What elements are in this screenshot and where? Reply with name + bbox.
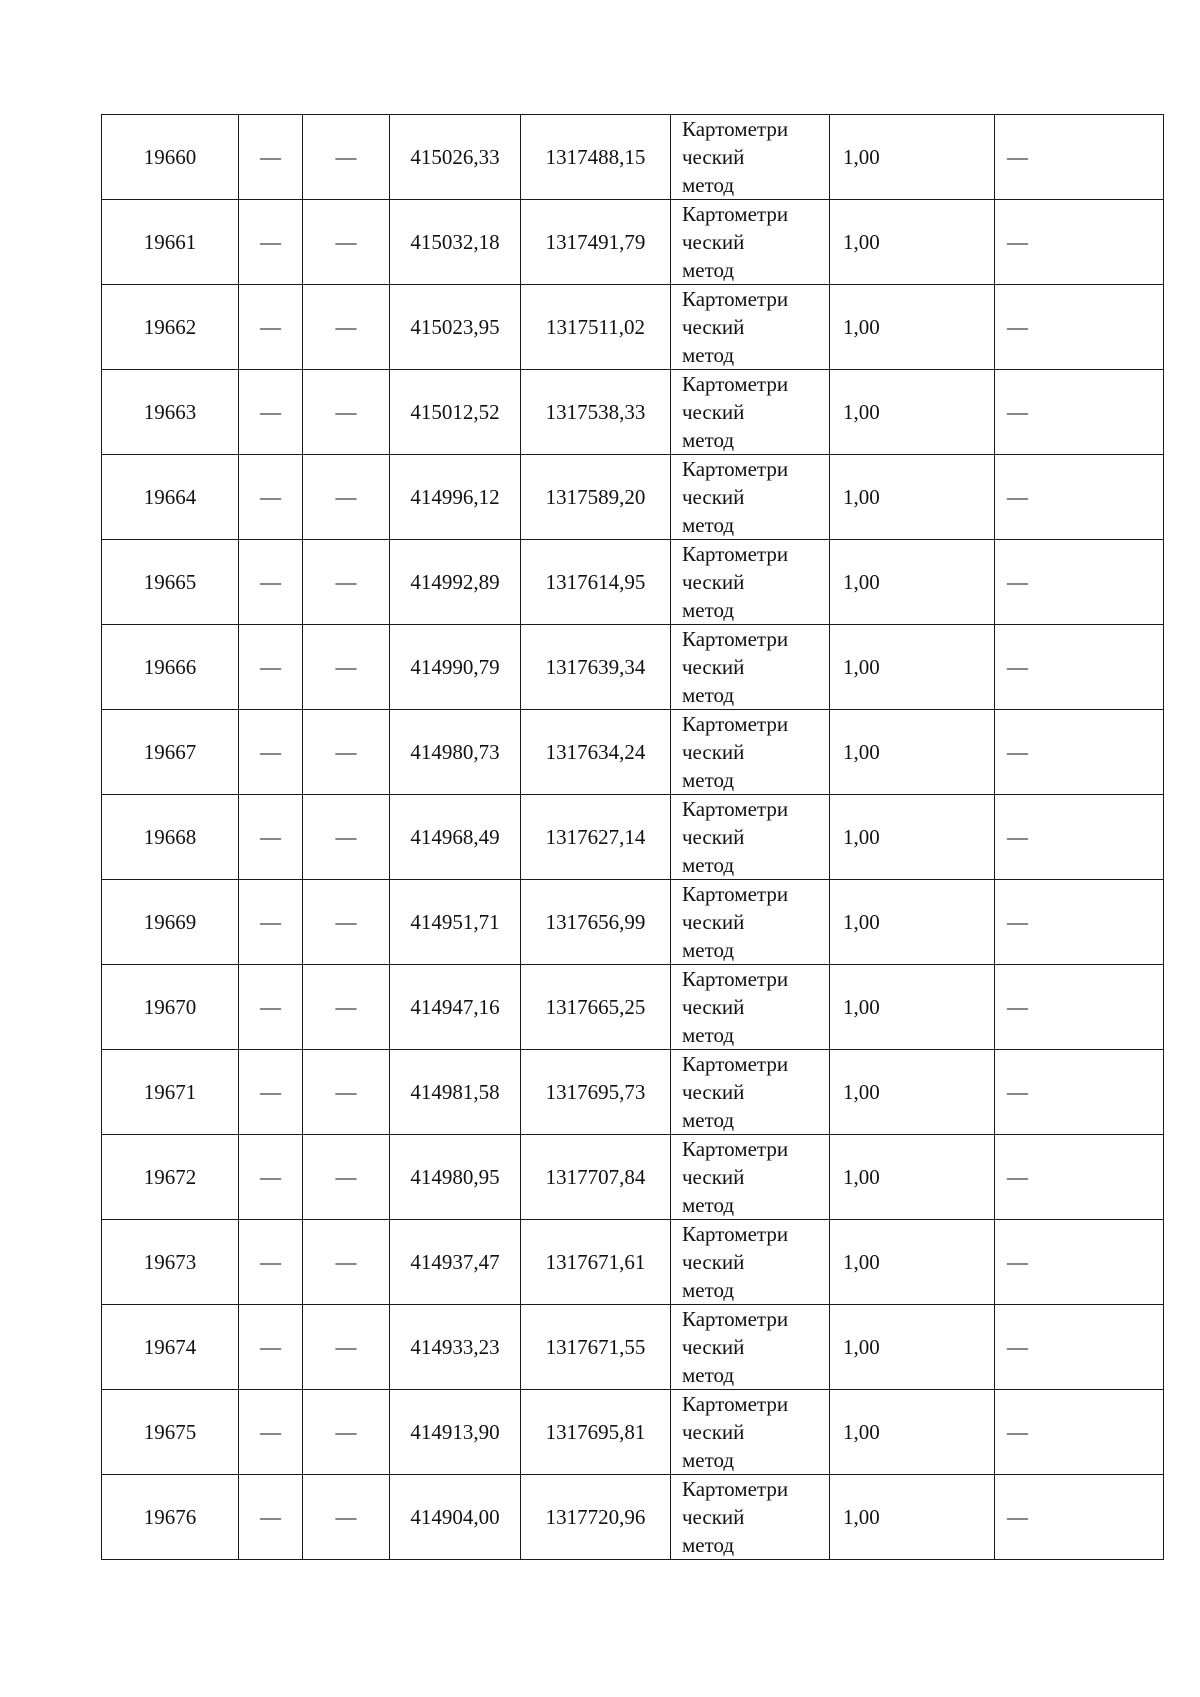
y-coordinate-cell: 1317707,84 (521, 1135, 671, 1220)
empty-dash-cell: — (303, 1135, 390, 1220)
empty-dash-cell: — (303, 370, 390, 455)
point-number-cell: 19676 (102, 1475, 239, 1560)
empty-dash-cell: — (303, 710, 390, 795)
empty-dash-cell: — (239, 1220, 303, 1305)
y-coordinate-cell: 1317634,24 (521, 710, 671, 795)
table-row (102, 625, 1164, 710)
accuracy-cell: 1,00 (830, 965, 995, 1050)
table-row (102, 1135, 1164, 1220)
method-cell: Картометри ческий метод (671, 965, 830, 1050)
x-coordinate-cell: 414980,73 (390, 710, 521, 795)
accuracy-cell: 1,00 (830, 540, 995, 625)
y-coordinate-cell: 1317491,79 (521, 200, 671, 285)
point-number-cell: 19675 (102, 1390, 239, 1475)
point-number-cell: 19667 (102, 710, 239, 795)
method-cell: Картометри ческий метод (671, 200, 830, 285)
x-coordinate-cell: 414951,71 (390, 880, 521, 965)
accuracy-cell: 1,00 (830, 1475, 995, 1560)
x-coordinate-cell: 414990,79 (390, 625, 521, 710)
empty-dash-cell: — (995, 115, 1164, 200)
empty-dash-cell: — (303, 625, 390, 710)
empty-dash-cell: — (239, 1305, 303, 1390)
empty-dash-cell: — (995, 540, 1164, 625)
empty-dash-cell: — (239, 1135, 303, 1220)
table-row (102, 455, 1164, 540)
accuracy-cell: 1,00 (830, 880, 995, 965)
empty-dash-cell: — (239, 200, 303, 285)
accuracy-cell: 1,00 (830, 1135, 995, 1220)
point-number-cell: 19662 (102, 285, 239, 370)
empty-dash-cell: — (995, 625, 1164, 710)
accuracy-cell: 1,00 (830, 625, 995, 710)
method-cell: Картометри ческий метод (671, 115, 830, 200)
y-coordinate-cell: 1317665,25 (521, 965, 671, 1050)
x-coordinate-cell: 415026,33 (390, 115, 521, 200)
empty-dash-cell: — (303, 200, 390, 285)
empty-dash-cell: — (303, 540, 390, 625)
point-number-cell: 19670 (102, 965, 239, 1050)
method-cell: Картометри ческий метод (671, 285, 830, 370)
point-number-cell: 19668 (102, 795, 239, 880)
accuracy-cell: 1,00 (830, 710, 995, 795)
point-number-cell: 19664 (102, 455, 239, 540)
method-cell: Картометри ческий метод (671, 625, 830, 710)
accuracy-cell: 1,00 (830, 455, 995, 540)
empty-dash-cell: — (995, 965, 1164, 1050)
table-row (102, 710, 1164, 795)
method-cell: Картометри ческий метод (671, 1135, 830, 1220)
method-cell: Картометри ческий метод (671, 1220, 830, 1305)
empty-dash-cell: — (995, 1475, 1164, 1560)
table-row (102, 880, 1164, 965)
x-coordinate-cell: 414996,12 (390, 455, 521, 540)
empty-dash-cell: — (239, 880, 303, 965)
accuracy-cell: 1,00 (830, 1050, 995, 1135)
y-coordinate-cell: 1317488,15 (521, 115, 671, 200)
x-coordinate-cell: 414937,47 (390, 1220, 521, 1305)
empty-dash-cell: — (995, 455, 1164, 540)
x-coordinate-cell: 414981,58 (390, 1050, 521, 1135)
point-number-cell: 19672 (102, 1135, 239, 1220)
method-cell: Картометри ческий метод (671, 1390, 830, 1475)
accuracy-cell: 1,00 (830, 1305, 995, 1390)
empty-dash-cell: — (995, 795, 1164, 880)
y-coordinate-cell: 1317511,02 (521, 285, 671, 370)
accuracy-cell: 1,00 (830, 115, 995, 200)
empty-dash-cell: — (995, 1390, 1164, 1475)
accuracy-cell: 1,00 (830, 795, 995, 880)
method-cell: Картометри ческий метод (671, 1305, 830, 1390)
point-number-cell: 19669 (102, 880, 239, 965)
empty-dash-cell: — (303, 1390, 390, 1475)
empty-dash-cell: — (995, 710, 1164, 795)
x-coordinate-cell: 414992,89 (390, 540, 521, 625)
table-row (102, 1220, 1164, 1305)
table-row (102, 540, 1164, 625)
empty-dash-cell: — (303, 285, 390, 370)
empty-dash-cell: — (303, 880, 390, 965)
x-coordinate-cell: 414980,95 (390, 1135, 521, 1220)
empty-dash-cell: — (995, 370, 1164, 455)
empty-dash-cell: — (239, 965, 303, 1050)
table-body (102, 115, 1164, 1560)
empty-dash-cell: — (239, 1390, 303, 1475)
x-coordinate-cell: 414947,16 (390, 965, 521, 1050)
point-number-cell: 19666 (102, 625, 239, 710)
table-row (102, 1475, 1164, 1560)
y-coordinate-cell: 1317639,34 (521, 625, 671, 710)
empty-dash-cell: — (239, 1475, 303, 1560)
empty-dash-cell: — (995, 1135, 1164, 1220)
method-cell: Картометри ческий метод (671, 880, 830, 965)
table-row (102, 370, 1164, 455)
y-coordinate-cell: 1317656,99 (521, 880, 671, 965)
y-coordinate-cell: 1317671,55 (521, 1305, 671, 1390)
point-number-cell: 19660 (102, 115, 239, 200)
accuracy-cell: 1,00 (830, 1390, 995, 1475)
empty-dash-cell: — (239, 795, 303, 880)
empty-dash-cell: — (239, 540, 303, 625)
table-row (102, 1050, 1164, 1135)
empty-dash-cell: — (995, 1220, 1164, 1305)
empty-dash-cell: — (239, 285, 303, 370)
y-coordinate-cell: 1317695,81 (521, 1390, 671, 1475)
y-coordinate-cell: 1317614,95 (521, 540, 671, 625)
point-number-cell: 19663 (102, 370, 239, 455)
point-number-cell: 19673 (102, 1220, 239, 1305)
accuracy-cell: 1,00 (830, 1220, 995, 1305)
empty-dash-cell: — (995, 1305, 1164, 1390)
point-number-cell: 19671 (102, 1050, 239, 1135)
table-row (102, 115, 1164, 200)
method-cell: Картометри ческий метод (671, 1475, 830, 1560)
empty-dash-cell: — (239, 710, 303, 795)
method-cell: Картометри ческий метод (671, 710, 830, 795)
x-coordinate-cell: 414913,90 (390, 1390, 521, 1475)
empty-dash-cell: — (303, 965, 390, 1050)
table-row (102, 200, 1164, 285)
table-row (102, 795, 1164, 880)
empty-dash-cell: — (303, 795, 390, 880)
accuracy-cell: 1,00 (830, 370, 995, 455)
method-cell: Картометри ческий метод (671, 540, 830, 625)
x-coordinate-cell: 415023,95 (390, 285, 521, 370)
empty-dash-cell: — (303, 115, 390, 200)
empty-dash-cell: — (303, 455, 390, 540)
empty-dash-cell: — (995, 1050, 1164, 1135)
empty-dash-cell: — (239, 455, 303, 540)
table-row (102, 965, 1164, 1050)
y-coordinate-cell: 1317671,61 (521, 1220, 671, 1305)
y-coordinate-cell: 1317695,73 (521, 1050, 671, 1135)
accuracy-cell: 1,00 (830, 285, 995, 370)
x-coordinate-cell: 414968,49 (390, 795, 521, 880)
empty-dash-cell: — (995, 285, 1164, 370)
x-coordinate-cell: 415012,52 (390, 370, 521, 455)
method-cell: Картометри ческий метод (671, 1050, 830, 1135)
x-coordinate-cell: 414904,00 (390, 1475, 521, 1560)
empty-dash-cell: — (995, 880, 1164, 965)
empty-dash-cell: — (239, 1050, 303, 1135)
table-row (102, 1390, 1164, 1475)
x-coordinate-cell: 415032,18 (390, 200, 521, 285)
point-number-cell: 19674 (102, 1305, 239, 1390)
coordinates-table (101, 114, 1164, 1560)
empty-dash-cell: — (239, 625, 303, 710)
y-coordinate-cell: 1317589,20 (521, 455, 671, 540)
y-coordinate-cell: 1317538,33 (521, 370, 671, 455)
y-coordinate-cell: 1317720,96 (521, 1475, 671, 1560)
table-row (102, 285, 1164, 370)
empty-dash-cell: — (303, 1050, 390, 1135)
method-cell: Картометри ческий метод (671, 455, 830, 540)
empty-dash-cell: — (303, 1475, 390, 1560)
empty-dash-cell: — (303, 1305, 390, 1390)
table-row (102, 1305, 1164, 1390)
empty-dash-cell: — (995, 200, 1164, 285)
y-coordinate-cell: 1317627,14 (521, 795, 671, 880)
point-number-cell: 19661 (102, 200, 239, 285)
method-cell: Картометри ческий метод (671, 370, 830, 455)
x-coordinate-cell: 414933,23 (390, 1305, 521, 1390)
empty-dash-cell: — (239, 115, 303, 200)
accuracy-cell: 1,00 (830, 200, 995, 285)
point-number-cell: 19665 (102, 540, 239, 625)
empty-dash-cell: — (239, 370, 303, 455)
method-cell: Картометри ческий метод (671, 795, 830, 880)
empty-dash-cell: — (303, 1220, 390, 1305)
